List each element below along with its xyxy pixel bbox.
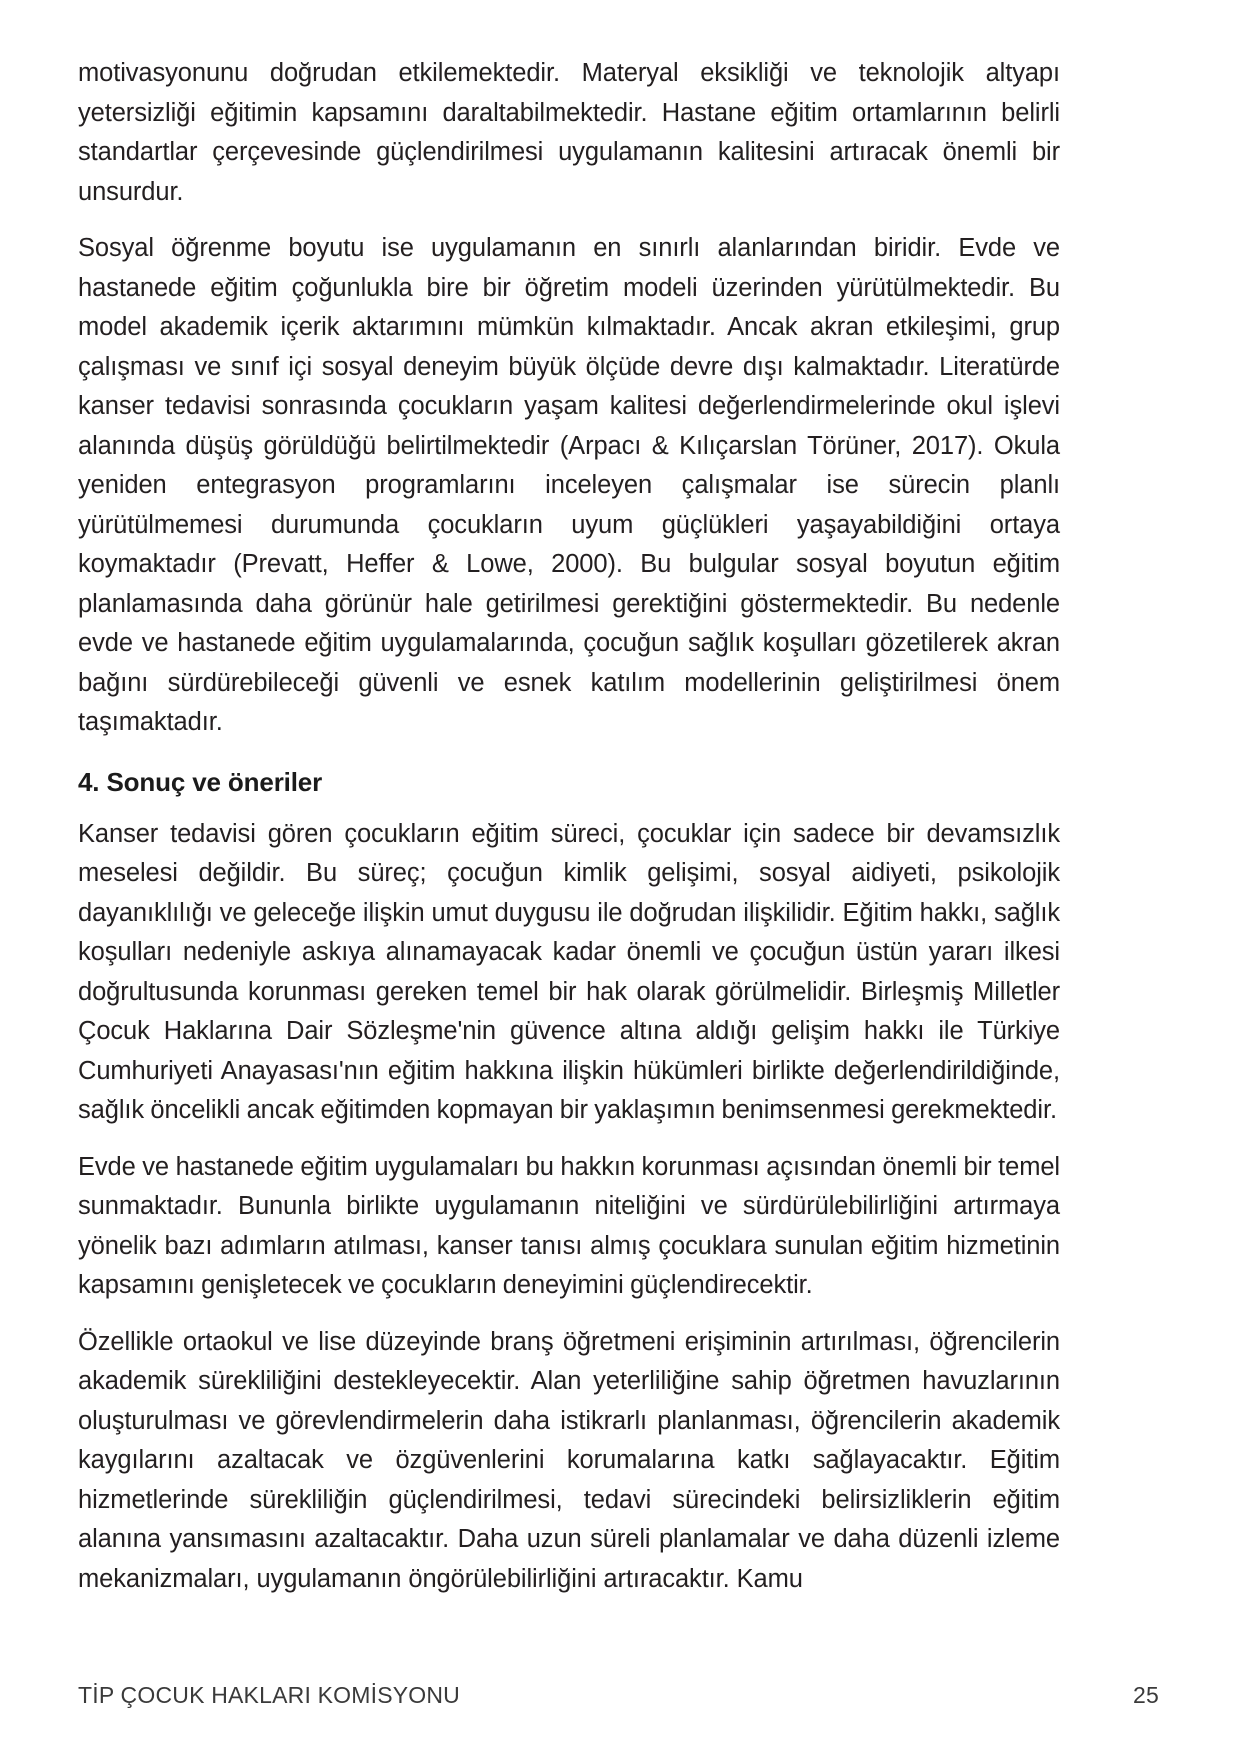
paragraph-sosyal-ogrenme: Sosyal öğrenme boyutu ise uygulamanın en sınırlı alanlarından biridir. Evde ve hastanede eğitim çoğunlukla bire bir öğretim modeli üzerinden yürütülmektedir. Bu model akademik içerik aktarımını mümkün kılmaktadır. Ancak akran etkileşimi, grup çalışması ve sınıf içi sosyal deneyim büyük ölçüde devre dışı kalmaktadır. Literatürde kanser tedavisi sonrasında çocukların yaşam kalitesi değerlendirmelerinde okul işlevi alanında düşüş görüldüğü belirtilmektedir (Arpacı & Kılıçarslan Törüner, 2017). Okula yeniden entegrasyon programlarını inceleyen çalışmalar ise sürecin planlı yürütülmemesi durumunda çocukların uyum güçlükleri yaşayabildiğini ortaya koymaktadır (Prevatt, Heffer & Lowe, 2000). Bu bulgular sosyal boyutun eğitim planlamasında daha görünür hale getirilmesi gerektiğini göstermektedir. Bu nedenle evde ve hastanede eğitim uygulamalarında, çocuğun sağlık koşulları gözetilerek akran bağını sürdürebileceği güvenli ve esnek katılım modellerinin geliştirilmesi önem taşımaktadır. bbox=[78, 234, 1060, 736]
paragraph-continued-motivasyonunu: motivasyonunu doğrudan etkilemektedir. Materyal eksikliği ve teknolojik altyapı yetersizliği eğitimin kapsamını daraltabilmektedir. Hastane eğitim ortamlarının belirli standartlar çerçevesinde güçlendirilmesi uygulamanın kalitesini artıracak önemli bir unsurdur. bbox=[78, 59, 1060, 206]
footer-organization-name: TİP ÇOCUK HAKLARI KOMİSYONU bbox=[78, 1682, 460, 1708]
paragraph-kanser-tedavisi: Kanser tedavisi gören çocukların eğitim süreci, çocuklar için sadece bir devamsızlık meselesi değildir. Bu süreç; çocuğun kimlik gelişimi, sosyal aidiyeti, psikolojik dayanıklılığı ve geleceğe ilişkin umut duygusu ile doğrudan ilişkilidir. Eğitim hakkı, sağlık koşulları nedeniyle askıya alınamayacak kadar önemli ve çocuğun üstün yararı ilkesi doğrultusunda korunması gereken temel bir hak olarak görülmelidir. Birleşmiş Milletler Çocuk Haklarına Dair Sözleşme'nin güvence altına aldığı gelişim hakkı ile Türkiye Cumhuriyeti Anayasası'nın eğitim hakkına ilişkin hükümleri birlikte değerlendirildiğinde, sağlık öncelikli ancak eğitimden kopmayan bir yaklaşımın benimsenmesi gerekmektedir. bbox=[78, 819, 1060, 1124]
page-content-column bbox=[78, 54, 1060, 1599]
paragraph-ozellikle-ortaokul: Özellikle ortaokul ve lise düzeyinde branş öğretmeni erişiminin artırılması, öğrencilerin akademik sürekliliğini destekleyecektir. Alan yeterliliğine sahip öğretmen havuzlarının oluşturulması ve görevlendirmelerin daha istikrarlı planlanması, öğrencilerin akademik kaygılarını azaltacak ve özgüvenlerini korumalarına katkı sağlayacaktır. Eğitim hizmetlerinde sürekliliğin güçlendirilmesi, tedavi sürecindeki belirsizliklerin eğitim alanına yansımasını azaltacaktır. Daha uzun süreli planlamalar ve daha düzenli izleme mekanizmaları, uygulamanın öngörülebilirliğini artıracaktır. Kamu bbox=[78, 1327, 1060, 1593]
paragraph-evde-ve-hastanede: Evde ve hastanede eğitim uygulamaları bu hakkın korunması açısından önemli bir temel sunmaktadır. Bununla birlikte uygulamanın niteliğini ve sürdürülebilirliğini artırmaya yönelik bazı adımların atılması, kanser tanısı almış çocuklara sunulan eğitim hizmetinin kapsamını genişletecek ve çocukların deneyimini güçlendirecektir. bbox=[78, 1152, 1060, 1299]
page-footer bbox=[78, 1680, 1159, 1710]
section-heading-sonuc-ve-oneriler: 4. Sonuç ve öneriler bbox=[78, 766, 323, 797]
footer-page-number: 25 bbox=[1133, 1682, 1159, 1708]
